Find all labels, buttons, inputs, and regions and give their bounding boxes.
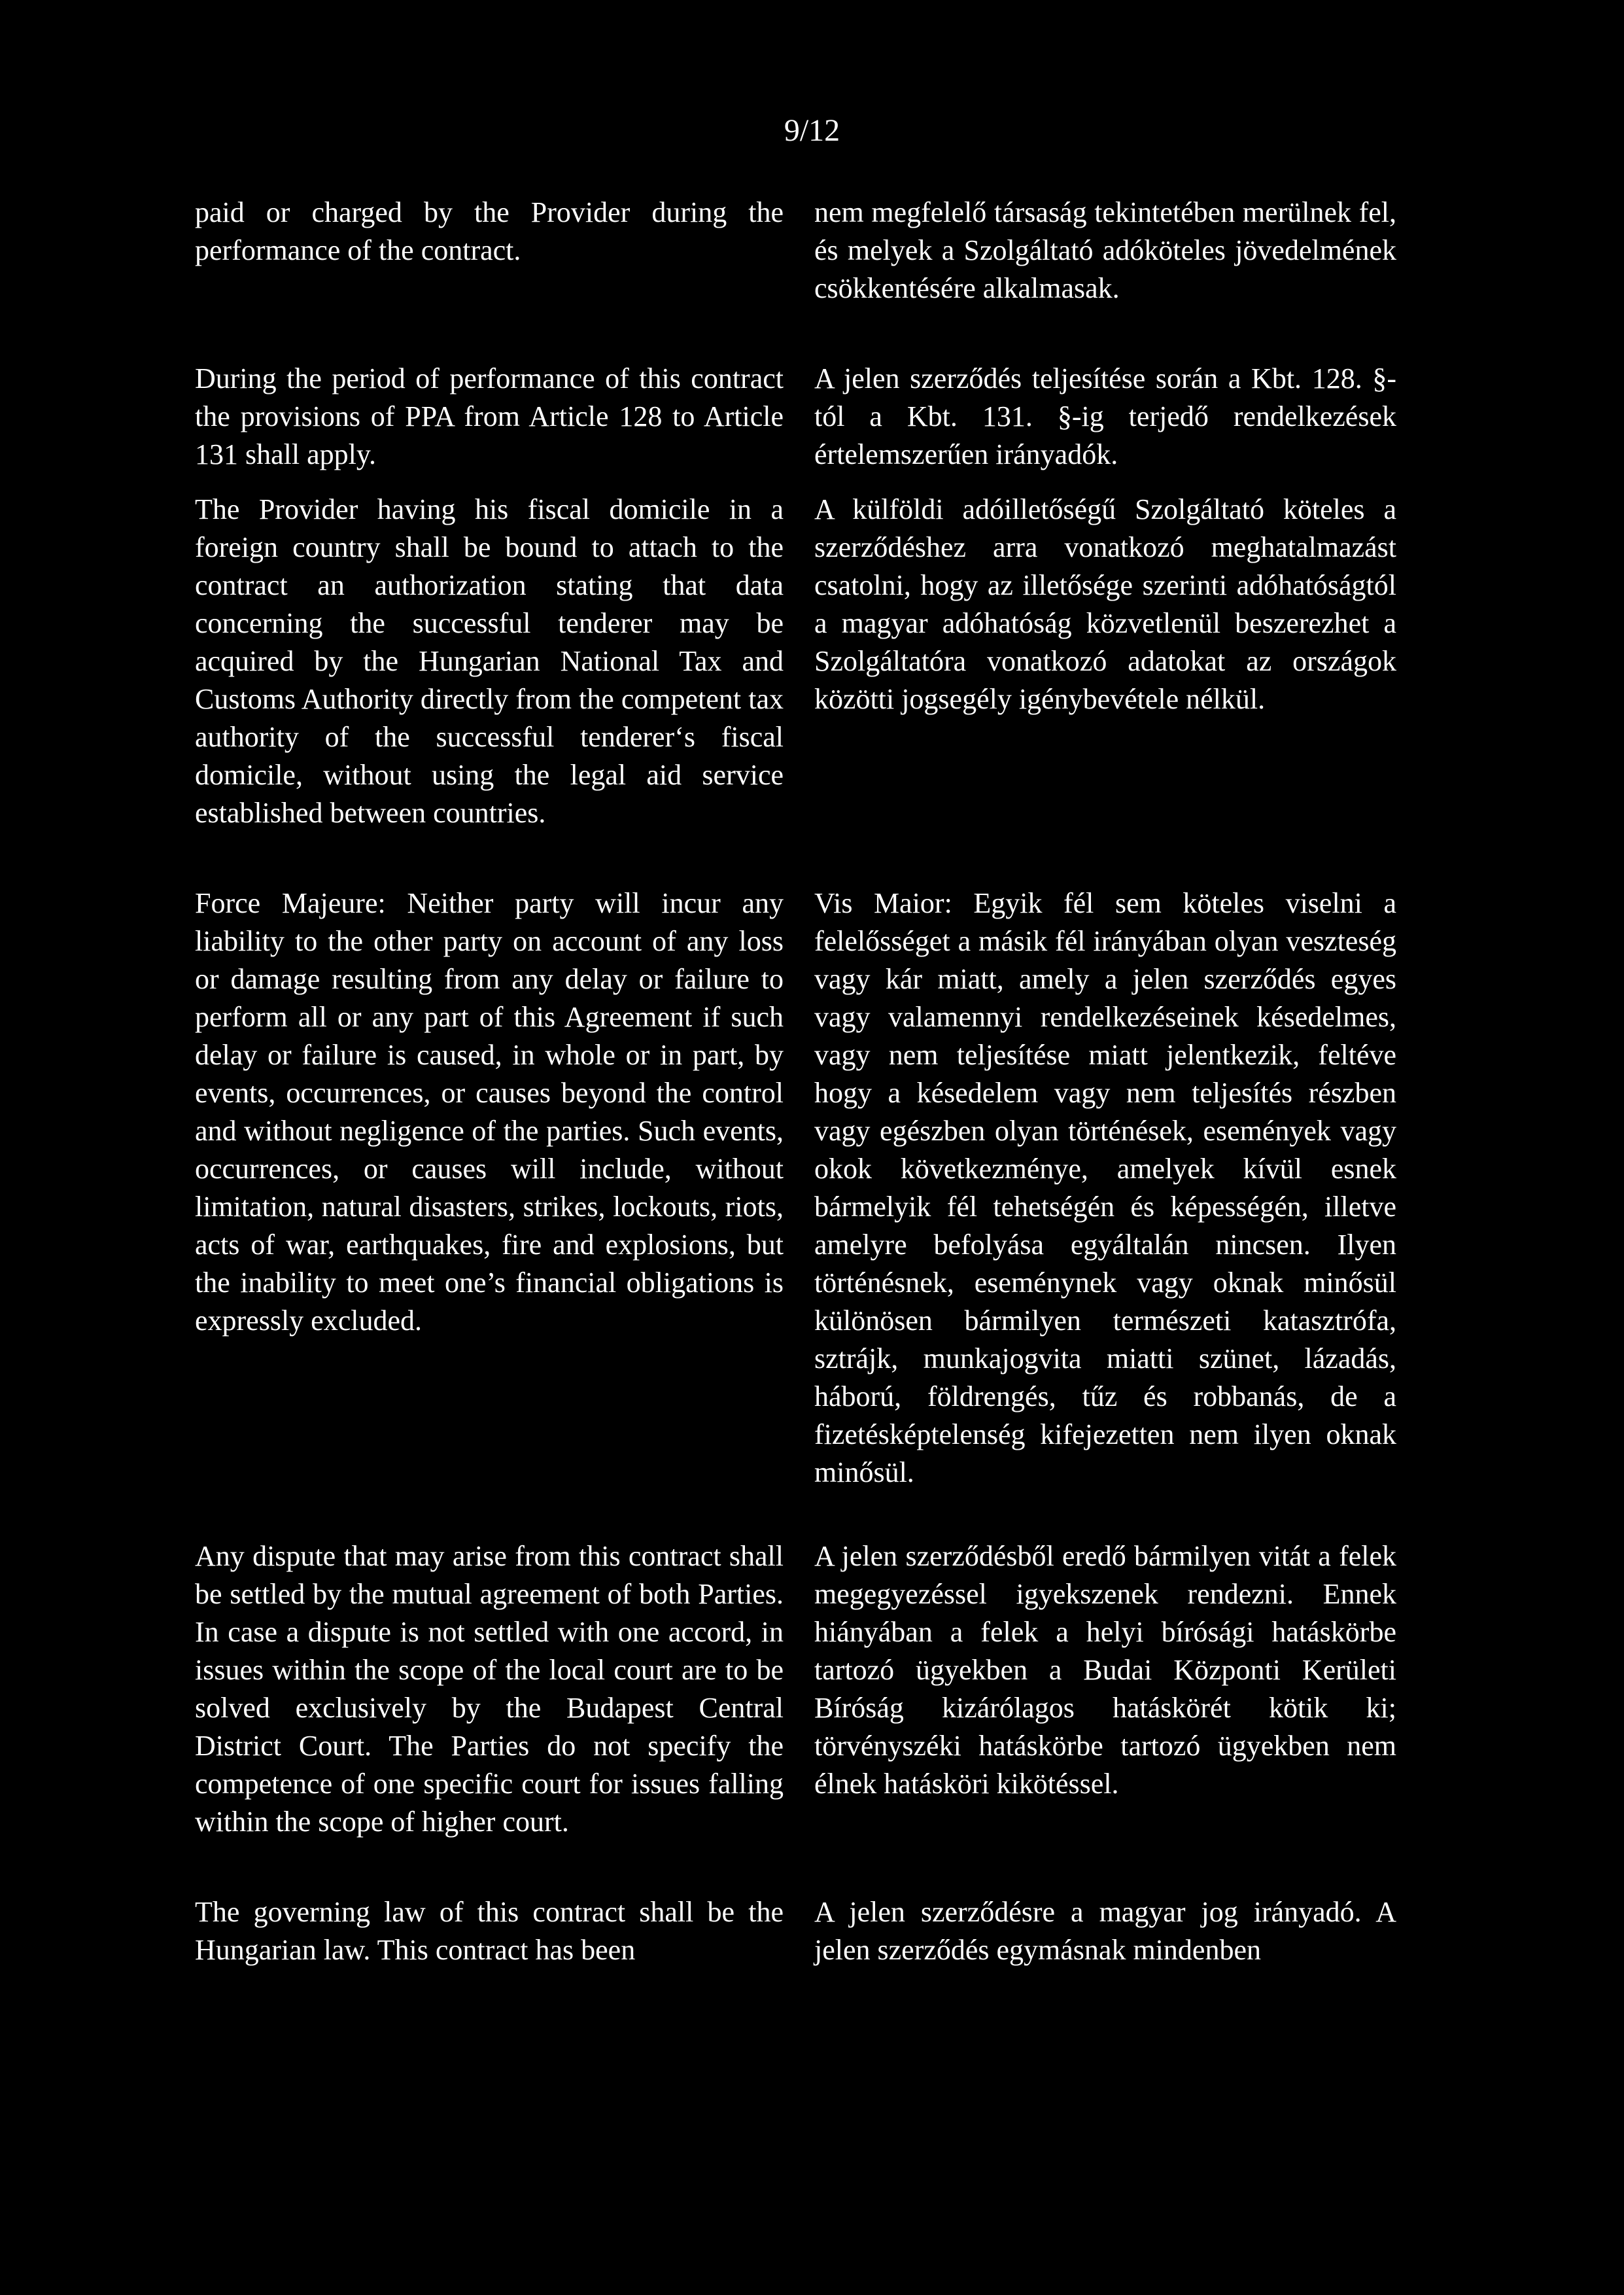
en-paragraph-payment: paid or charged by the Provider during the performance of the contract. [195, 196, 784, 266]
hu-paragraph-foreign-tax: A külföldi adóilletőségű Szolgáltató köteles a szerződéshez arra vonatkozó meghatalmazást csatolni, hogy az illetősége szerinti adóhatóságtól a magyar adóhatóság közvetlenül beszerezhet a Szolgáltatóra vonatkozó adatokat az országok közötti jogsegély igénybevétele nélkül. [814, 493, 1396, 715]
en-paragraph-fiscal-domicile: The Provider having his fiscal domicile in a foreign country shall be bound to attach to the contract an authorization stating that data concerning the successful tenderer may be acquired by the Hungarian National Tax and Customs Authority directly from the competent tax authority of the successful tenderer‘s fiscal domicile, without using the legal aid service established between countries. [195, 493, 784, 829]
hu-paragraph-tax-deduction: nem megfelelő társaság tekintetében merülnek fel, és melyek a Szolgáltató adóköteles jövedelmének csökkentésére alkalmasak. [814, 196, 1396, 304]
hu-paragraph-vis-maior: Vis Maior: Egyik fél sem köteles viselni a felelősséget a másik fél irányában olyan veszteség vagy kár miatt, amely a jelen szerződés egyes vagy valamennyi rendelkezéseinek késedelmes, vagy nem teljesítése miatt jelentkezik, feltéve hogy a késedelem vagy nem teljesítés részben vagy egészben olyan történések, események vagy okok következménye, amelyek kívül esnek bármelyik fél tehetségén és képességén, illetve amelyre befolyása egyáltalán nincsen. Ilyen történésnek, eseménynek vagy oknak minősül különösen bármilyen természeti katasztrófa, sztrájk, munkajogvita miatti szünet, lázadás, háború, földrengés, tűz és robbanás, de a fizetésképtelenség kifejezetten nem ilyen oknak minősül. [814, 887, 1396, 1488]
hu-paragraph-kbt: A jelen szerződés teljesítése során a Kbt. 128. §-tól a Kbt. 131. §-ig terjedő rendelkezések értelemszerűen irányadók. [814, 362, 1396, 470]
hu-paragraph-governing-law: A jelen szerződésre a magyar jog irányadó. A jelen szerződés egymásnak mindenben [814, 1896, 1396, 1966]
en-paragraph-dispute: Any dispute that may arise from this contract shall be settled by the mutual agreement of both Parties. In case a dispute is not settled with one accord, in issues within the scope of the local court are to be solved exclusively by the Budapest Central District Court. The Parties do not specify the competence of one specific court for issues falling within the scope of higher court. [195, 1540, 784, 1838]
en-paragraph-ppa: During the period of performance of this contract the provisions of PPA from Article 128 to Article 131 shall apply. [195, 362, 784, 470]
en-paragraph-force-majeure: Force Majeure: Neither party will incur any liability to the other party on account of any loss or damage resulting from any delay or failure to perform all or any part of this Agreement if such delay or failure is caused, in whole or in part, by events, occurrences, or causes beyond the control and without negligence of the parties. Such events, occurrences, or causes will include, without limitation, natural disasters, strikes, lockouts, riots, acts of war, earthquakes, fire and explosions, but the inability to meet one’s financial obligations is expressly excluded. [195, 887, 784, 1337]
page-number: 9/12 [784, 113, 840, 148]
hu-paragraph-dispute: A jelen szerződésből eredő bármilyen vitát a felek megegyezéssel igyekszenek rendezni. Ennek hiányában a felek a helyi bírósági hatáskörbe tartozó ügyekben a Budai Központi Kerületi Bíróság kizárólagos hatáskörét kötik ki; törvényszéki hatáskörbe tartozó ügyekben nem élnek hatásköri kikötéssel. [814, 1540, 1396, 1800]
en-paragraph-governing-law: The governing law of this contract shall be the Hungarian law. This contract has been [195, 1896, 784, 1966]
